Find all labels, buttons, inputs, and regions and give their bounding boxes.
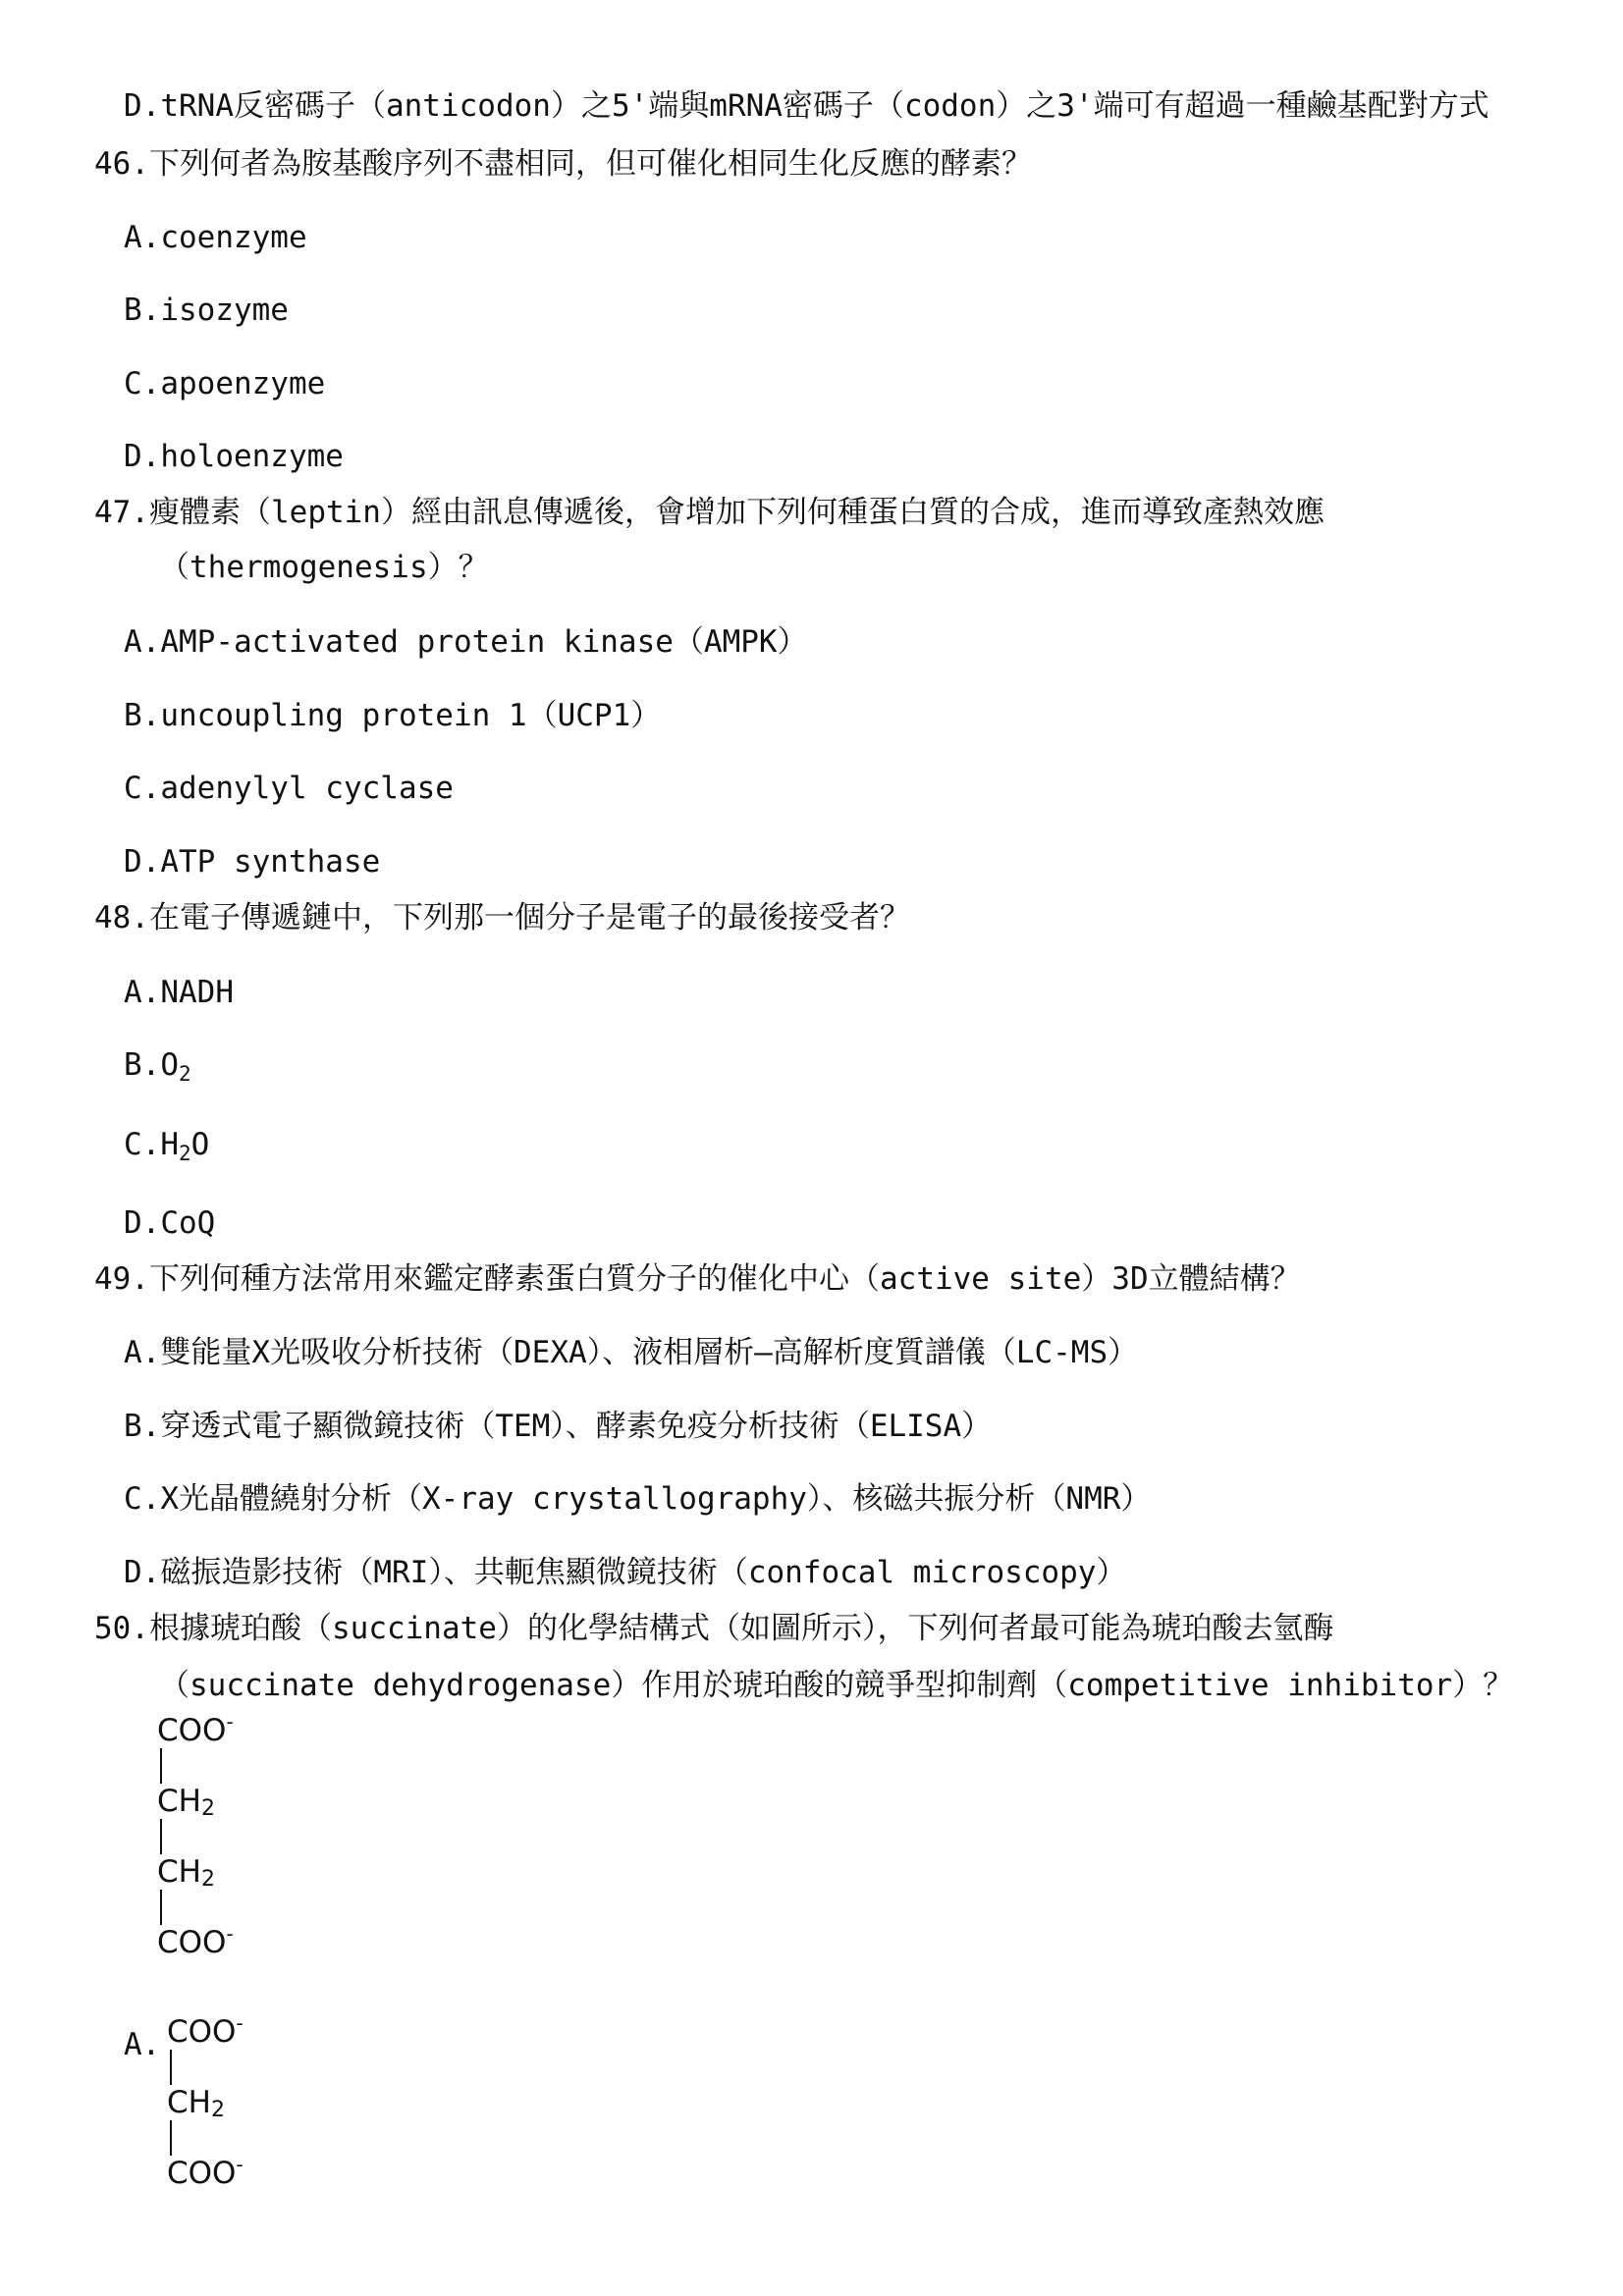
q46-option-b: B.isozyme bbox=[124, 293, 289, 328]
methylene-group-2: $CH_2$ bbox=[157, 1854, 215, 1892]
q47-option-c: C.adenylyl cyclase bbox=[124, 771, 454, 806]
q45-option-d: D.tRNA反密碼子（anticodon）之5'端與mRNA密碼子（codon）之3'端可有超過一種鹼基配對方式 bbox=[124, 88, 1489, 124]
q48-option-c-suffix: O bbox=[190, 1127, 210, 1162]
q46-option-c: C.apoenzyme bbox=[124, 366, 326, 401]
q46-stem: 46.下列何者為胺基酸序列不盡相同，但可催化相同生化反應的酵素？ bbox=[94, 146, 1032, 182]
q46-option-d: D.holoenzyme bbox=[124, 439, 344, 474]
bond-line bbox=[160, 1819, 162, 1854]
q48-option-c-subscript: 2 bbox=[179, 1142, 191, 1165]
q49-option-a: A.雙能量X光吸收分析技術（DEXA）、液相層析–高解析度質譜儀（LC-MS） bbox=[124, 1335, 1139, 1370]
q47-stem-line1: 47.瘦體素（leptin）經由訊息傳遞後，會增加下列何種蛋白質的合成，進而導致產熱效應 bbox=[94, 495, 1325, 530]
methylene-group: $CH_2$ bbox=[167, 2085, 225, 2122]
q49-option-d: D.磁振造影技術（MRI）、共軛焦顯微鏡技術（confocal microscopy） bbox=[124, 1555, 1127, 1590]
q48-option-b bbox=[124, 1045, 191, 1085]
carboxylate-group-top: COO- bbox=[157, 1710, 234, 1748]
bond-line bbox=[170, 2120, 172, 2156]
q47-option-a: A.AMP-activated protein kinase（AMPK） bbox=[124, 624, 808, 660]
q50-stem-line1: 50.根據琥珀酸（succinate）的化學結構式（如圖所示），下列何者最可能為琥珀酸去氫酶 bbox=[94, 1611, 1334, 1646]
carboxylate-group-bottom: COO- bbox=[167, 2153, 243, 2191]
succinate-structure bbox=[157, 1710, 234, 1960]
bond-line bbox=[160, 1748, 162, 1784]
methylene-group-1: $CH_2$ bbox=[157, 1784, 215, 1821]
q48-option-c bbox=[124, 1125, 209, 1164]
q48-option-b-subscript: 2 bbox=[179, 1062, 191, 1086]
q49-option-b: B.穿透式電子顯微鏡技術（TEM）、酵素免疫分析技術（ELISA） bbox=[124, 1409, 993, 1444]
q48-option-b-prefix: B.O bbox=[124, 1047, 179, 1083]
bond-line bbox=[160, 1890, 162, 1925]
q47-stem-line2: （thermogenesis）？ bbox=[159, 550, 489, 585]
q46-option-a: A.coenzyme bbox=[124, 220, 307, 255]
q48-option-a: A.NADH bbox=[124, 975, 234, 1010]
q50-stem-line2: （succinate dehydrogenase）作用於琥珀酸的競爭型抑制劑（competitive inhibitor）？ bbox=[159, 1668, 1514, 1703]
q50-option-a-structure bbox=[167, 2011, 243, 2191]
q49-option-c: C.X光晶體繞射分析（X-ray crystallography）、核磁共振分析（NMR） bbox=[124, 1481, 1152, 1517]
carboxylate-group-top: COO- bbox=[167, 2011, 243, 2050]
q50-option-a-label: A. bbox=[124, 2027, 161, 2062]
q47-option-d: D.ATP synthase bbox=[124, 844, 381, 880]
q48-stem: 48.在電子傳遞鏈中，下列那一個分子是電子的最後接受者？ bbox=[94, 900, 910, 935]
bond-line bbox=[170, 2050, 172, 2085]
q48-option-c-prefix: C.H bbox=[124, 1127, 179, 1162]
q49-stem: 49.下列何種方法常用來鑑定酵素蛋白質分子的催化中心（active site）3D立體結構？ bbox=[94, 1261, 1301, 1297]
q48-option-d: D.CoQ bbox=[124, 1205, 216, 1241]
q47-option-b: B.uncoupling protein 1（UCP1） bbox=[124, 698, 662, 733]
carboxylate-group-bottom: COO- bbox=[157, 1922, 234, 1960]
